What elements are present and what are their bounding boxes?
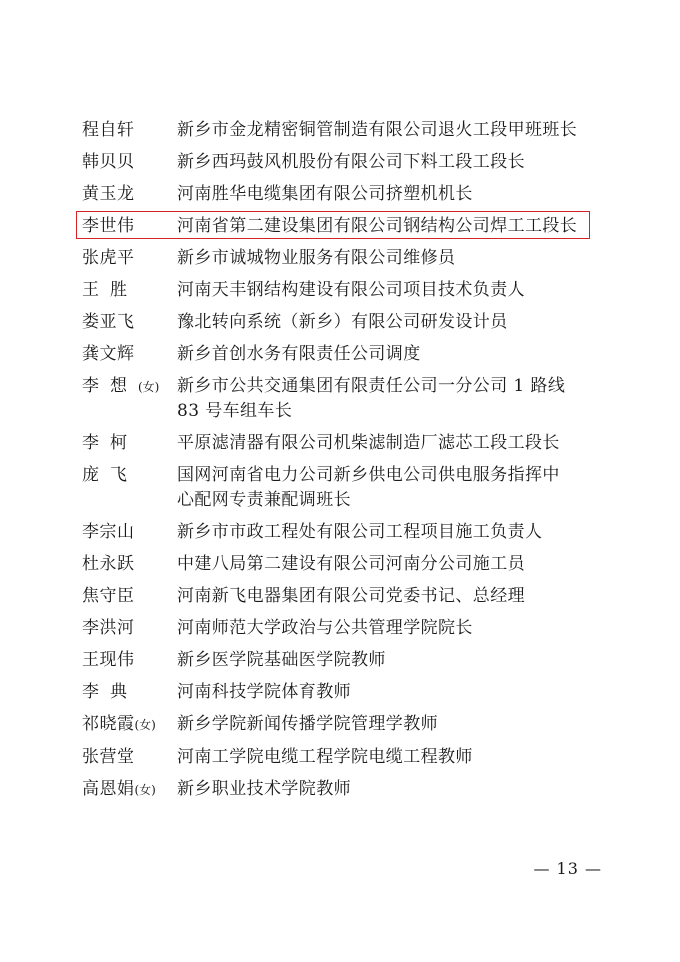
honoree-affiliation-line: 新乡首创水务有限责任公司调度 xyxy=(177,344,421,364)
honoree-affiliation-line: 平原滤清器有限公司机柴滤制造厂滤芯工段工段长 xyxy=(177,433,560,453)
honoree-affiliation xyxy=(177,182,602,207)
honoree-affiliation-line: 国网河南省电力公司新乡供电公司供电服务指挥中 xyxy=(177,465,560,485)
honoree-affiliation xyxy=(177,777,602,802)
honoree-name-text: 李想 xyxy=(82,376,138,396)
list-item xyxy=(82,584,602,609)
list-item xyxy=(82,374,602,424)
honoree-name-text: 龚文辉 xyxy=(82,344,135,364)
honoree-affiliation xyxy=(177,374,602,424)
honoree-list xyxy=(82,118,602,810)
honoree-affiliation xyxy=(177,745,602,770)
honoree-name xyxy=(82,150,177,175)
honoree-name xyxy=(82,310,177,335)
list-item xyxy=(82,182,602,207)
honoree-affiliation-line: 新乡市公共交通集团有限责任公司一分公司 1 路线 xyxy=(177,376,566,396)
honoree-name xyxy=(82,552,177,577)
honoree-affiliation xyxy=(177,431,602,456)
list-item xyxy=(82,616,602,641)
honoree-name xyxy=(82,342,177,367)
honoree-affiliation-line: 新乡医学院基础医学院教师 xyxy=(177,650,386,670)
honoree-affiliation xyxy=(177,278,602,303)
honoree-affiliation xyxy=(177,584,602,609)
honoree-affiliation xyxy=(177,616,602,641)
honoree-affiliation xyxy=(177,342,602,367)
honoree-name xyxy=(82,431,177,456)
honoree-name xyxy=(82,712,177,738)
page-number: — 13 — xyxy=(533,859,602,878)
honoree-affiliation-line: 河南师范大学政治与公共管理学院院长 xyxy=(177,618,473,638)
list-item xyxy=(82,118,602,143)
honoree-name-text: 庞飞 xyxy=(82,465,138,485)
honoree-affiliation xyxy=(177,520,602,545)
honoree-affiliation xyxy=(177,118,602,143)
honoree-name-text: 焦守臣 xyxy=(82,586,135,606)
list-item xyxy=(82,342,602,367)
honoree-name xyxy=(82,182,177,207)
honoree-name xyxy=(82,584,177,609)
list-item xyxy=(82,431,602,456)
honoree-name xyxy=(82,745,177,770)
honoree-affiliation-line: 中建八局第二建设有限公司河南分公司施工员 xyxy=(177,554,525,574)
list-item xyxy=(82,552,602,577)
honoree-name-text: 张营堂 xyxy=(82,747,135,767)
honoree-affiliation xyxy=(177,552,602,577)
honoree-affiliation xyxy=(177,150,602,175)
honoree-affiliation-line: 心配网专责兼配调班长 xyxy=(177,490,351,510)
honoree-name xyxy=(82,278,177,303)
honoree-affiliation xyxy=(177,712,602,737)
list-item xyxy=(82,463,602,513)
honoree-affiliation-line: 河南工学院电缆工程学院电缆工程教师 xyxy=(177,747,473,767)
honoree-name xyxy=(82,520,177,545)
honoree-name xyxy=(82,648,177,673)
honoree-affiliation-line: 新乡职业技术学院教师 xyxy=(177,779,351,799)
honoree-name-text: 祁晓霞 xyxy=(82,714,135,734)
honoree-name xyxy=(82,680,177,705)
list-item xyxy=(82,648,602,673)
honoree-name-text: 杜永跃 xyxy=(82,554,135,574)
honoree-name xyxy=(82,374,177,400)
list-item xyxy=(82,150,602,175)
list-item xyxy=(82,680,602,705)
honoree-affiliation-line: 新乡市市政工程处有限公司工程项目施工负责人 xyxy=(177,522,543,542)
honoree-name-text: 李典 xyxy=(82,682,138,702)
honoree-name-text: 程自轩 xyxy=(82,120,135,140)
honoree-name-text: 王胜 xyxy=(82,280,138,300)
honoree-name xyxy=(82,463,177,488)
honoree-name-text: 高恩娟 xyxy=(82,779,135,799)
list-item xyxy=(82,310,602,335)
honoree-affiliation-line: 河南胜华电缆集团有限公司挤塑机机长 xyxy=(177,184,473,204)
honoree-affiliation-line: 河南省第二建设集团有限公司钢结构公司焊工工段长 xyxy=(177,216,578,236)
list-item xyxy=(82,777,602,803)
honoree-name xyxy=(82,214,177,239)
honoree-affiliation-line: 河南新飞电器集团有限公司党委书记、总经理 xyxy=(177,586,525,606)
honoree-affiliation-line: 河南天丰钢结构建设有限公司项目技术负责人 xyxy=(177,280,525,300)
honoree-name xyxy=(82,616,177,641)
honoree-affiliation xyxy=(177,310,602,335)
list-item xyxy=(82,214,602,239)
honoree-affiliation xyxy=(177,680,602,705)
honoree-gender: (女) xyxy=(138,380,160,394)
honoree-name-text: 李洪河 xyxy=(82,618,135,638)
honoree-affiliation-line: 新乡西玛鼓风机股份有限公司下料工段工段长 xyxy=(177,152,525,172)
honoree-name-text: 李世伟 xyxy=(82,216,135,236)
list-item xyxy=(82,712,602,738)
honoree-name xyxy=(82,777,177,803)
honoree-affiliation-line: 河南科技学院体育教师 xyxy=(177,682,351,702)
list-item xyxy=(82,278,602,303)
list-item xyxy=(82,745,602,770)
honoree-affiliation xyxy=(177,463,602,513)
honoree-gender: (女) xyxy=(134,783,156,797)
honoree-name xyxy=(82,118,177,143)
honoree-name xyxy=(82,246,177,271)
honoree-name-text: 张虎平 xyxy=(82,248,135,268)
honoree-affiliation xyxy=(177,246,602,271)
list-item xyxy=(82,246,602,271)
honoree-affiliation xyxy=(177,648,602,673)
honoree-name-text: 娄亚飞 xyxy=(82,312,135,332)
honoree-name-text: 李柯 xyxy=(82,433,138,453)
honoree-affiliation-line: 83 号车组车长 xyxy=(177,401,293,421)
honoree-name-text: 王现伟 xyxy=(82,650,135,670)
list-item xyxy=(82,520,602,545)
honoree-affiliation-line: 豫北转向系统（新乡）有限公司研发设计员 xyxy=(177,312,508,332)
honoree-affiliation-line: 新乡学院新闻传播学院管理学教师 xyxy=(177,714,438,734)
honoree-gender: (女) xyxy=(134,718,156,732)
honoree-affiliation-line: 新乡市金龙精密铜管制造有限公司退火工段甲班班长 xyxy=(177,120,578,140)
honoree-name-text: 韩贝贝 xyxy=(82,152,135,172)
honoree-affiliation xyxy=(177,214,602,239)
honoree-name-text: 李宗山 xyxy=(82,522,135,542)
honoree-affiliation-line: 新乡市诚城物业服务有限公司维修员 xyxy=(177,248,456,268)
honoree-name-text: 黄玉龙 xyxy=(82,184,135,204)
